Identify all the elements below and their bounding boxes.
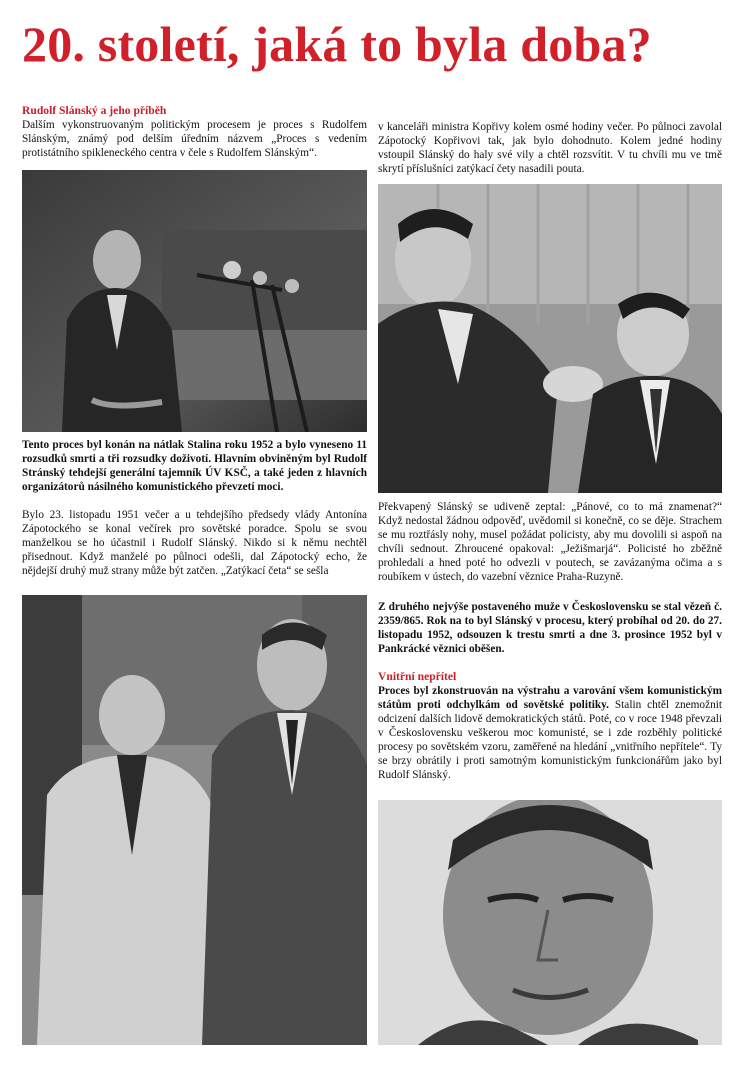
enemy-paragraph <box>378 684 722 782</box>
right-body <box>378 500 722 782</box>
enemy-paragraph-lead: Proces byl zkonstruován na výstrahu a varování všem komunistickým státům proti odchylkám od sovětské politiky. <box>378 685 722 711</box>
arrest-paragraph: Překvapený Slánský se udiveně zeptal: „Pánové, co to má znamenat?“ Když nedostal žádnou odpověď, uvědomil si konečně, co se děje. Strachem se mu roztřásly nohy, musel požádat policisty, aby mu dovolili si aspoň na chvíli sednout. Zhroucené opakoval: „Ježišmarjá“. Policisté ho zběžně prohledali a hned poté ho odvezli v poutech, se zavázanýma očima a s roubíkem v ústech, do vazební věznice Praha-Ruzyně. <box>378 501 722 583</box>
right-continued <box>378 120 722 176</box>
page-title: 20. století, jaká to byla doba? <box>22 16 652 72</box>
process-summary: Tento proces byl konán na nátlak Stalina roku 1952 a bylo vyneseno 11 rozsudků smrti a tři rozsudky doživotí. Hlavním obviněným byl Rudolf Stránský tehdejší generální tajemník ÚV KSČ, a také jeden z hlavních organizátorů násilného komunistického převzetí moci. <box>22 439 367 493</box>
sentence-paragraph: Z druhého nejvýše postaveného muže v Československu se stal vězeň č. 2359/865. Rok na to byl Slánský v procesu, který probíhal od 20. do 27. listopadu 1952, odsouzen k trestu smrti a dne 3. prosince 1952 byl v Pankrácké věznici oběšen. <box>378 601 722 655</box>
photo-handshake <box>378 184 722 493</box>
story-paragraph: Bylo 23. listopadu 1951 večer a u tehdejšího předsedy vlády Antonína Zápotockého se konal večírek pro sovětské poradce. Spolu se svou manželkou se ho účastnil i Rudolf Slánský. Nikdo si k němu nechtěl přisednout. Když manželé po půlnoci odešli, dal Zápotocký echo, že nějdejší druhý muž strany může být zatčen. „Zatýkací četa“ se sešla <box>22 509 367 577</box>
continued-paragraph: v kanceláři ministra Kopřivy kolem osmé hodiny večer. Po půlnoci zavolal Zápotocký Kopřivovi tak, jak bylo dohodnuto. Kolem jedné hodiny vstoupil Slánský do haly své vily a chtěl rozsvítit. V tu chvíli mu ve tmě skrytí příslušníci zatýkací čety nasadili pouta. <box>378 121 722 175</box>
enemy-paragraph-rest: Stalin chtěl znemožnit odcizení dalších lidově demokratických států. Poté, co v roce 1948 převzali v Československu veškerou moc komunisté, se i zde rozběhly politické procesy po sovětském vzoru, zaměřené na hledání „vnitřního nepřítele“. Ty se brzy obrátily i proti samotným komunistickým funkcionářům jako byl Rudolf Slánský. <box>378 699 723 781</box>
left-intro <box>22 104 367 160</box>
intro-paragraph: Dalším vykonstruovaným politickým procesem je proces s Rudolfem Slánským, známý pod delším úředním názvem „Proces s vedením protistátního spikleneckého centra v čele s Rudolfem Slánským“. <box>22 119 367 159</box>
photo-slansky-speech <box>22 170 367 432</box>
left-body <box>22 438 367 578</box>
photo-zapotocky-slansky <box>22 595 367 1045</box>
section-heading-enemy: Vnitřní nepřítel <box>378 670 457 683</box>
photo-slansky-portrait <box>378 800 722 1045</box>
section-heading-slansky: Rudolf Slánský a jeho příběh <box>22 104 167 117</box>
